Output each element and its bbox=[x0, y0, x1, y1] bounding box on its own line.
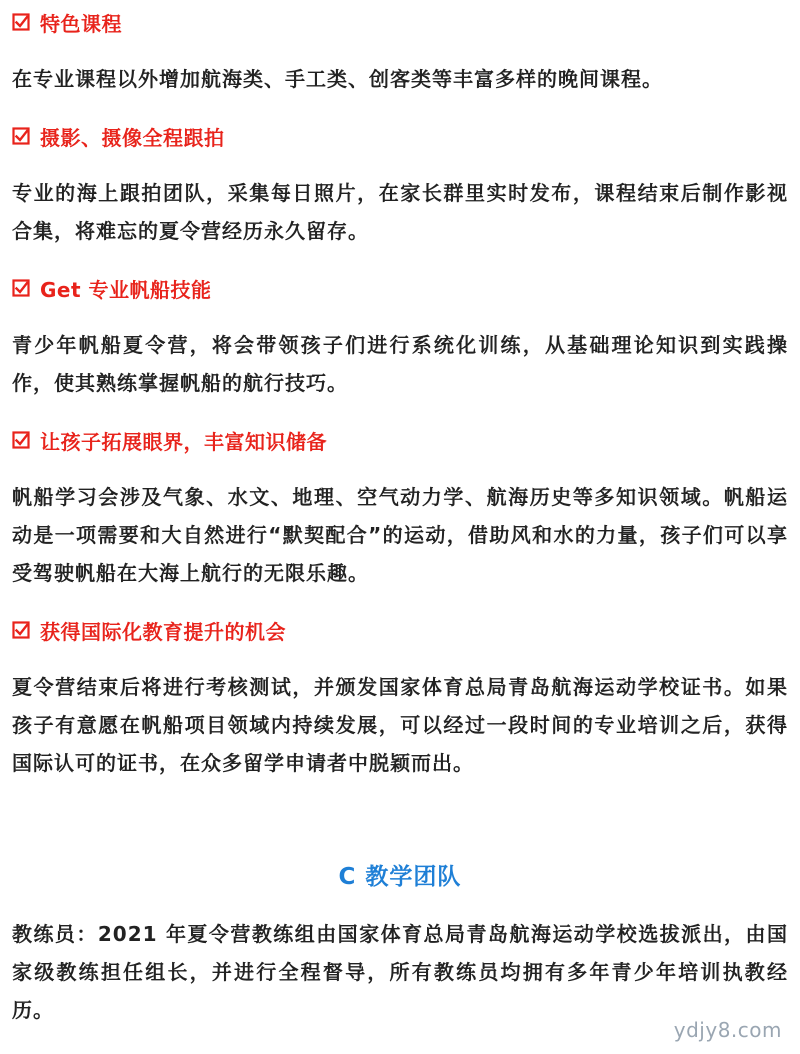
section-paragraph: 帆船学习会涉及气象、水文、地理、空气动力学、航海历史等多知识领域。帆船运动是一项需要和大自然进行“默契配合”的运动，借助风和水的力量，孩子们可以享受驾驶帆船在大海上航行的无限乐趣。 bbox=[12, 485, 788, 585]
checked-box-icon bbox=[12, 279, 30, 297]
section-paragraph: 专业的海上跟拍团队，采集每日照片，在家长群里实时发布，课程结束后制作影视合集，将难忘的夏令营经历永久留存。 bbox=[12, 181, 788, 243]
section-heading bbox=[12, 118, 788, 154]
section-heading bbox=[12, 612, 788, 648]
team-paragraph: 教练员：2021 年夏令营教练组由国家体育总局青岛航海运动学校选拔派出，由国家级教练担任组长，并进行全程督导，所有教练员均拥有多年青少年培训执教经历。 bbox=[12, 922, 788, 1022]
checked-box-icon bbox=[12, 13, 30, 31]
section-paragraph: 夏令营结束后将进行考核测试，并颁发国家体育总局青岛航海运动学校证书。如果孩子有意愿在帆船项目领域内持续发展，可以经过一段时间的专业培训之后，获得国际认可的证书，在众多留学申请者中脱颖而出。 bbox=[12, 675, 788, 775]
feature-section-2 bbox=[12, 118, 788, 250]
section-heading bbox=[12, 4, 788, 40]
section-heading-text: 特色课程 bbox=[40, 11, 122, 36]
checked-box-icon bbox=[12, 431, 30, 449]
feature-section-3 bbox=[12, 270, 788, 402]
article-content bbox=[12, 0, 788, 1029]
section-heading-text: 获得国际化教育提升的机会 bbox=[40, 619, 286, 644]
checked-box-icon bbox=[12, 621, 30, 639]
feature-section-5 bbox=[12, 612, 788, 782]
feature-section-4 bbox=[12, 422, 788, 592]
section-heading-text: 让孩子拓展眼界，丰富知识储备 bbox=[40, 429, 327, 454]
section-heading-text: 摄影、摄像全程跟拍 bbox=[40, 125, 225, 150]
section-paragraph: 青少年帆船夏令营，将会带领孩子们进行系统化训练，从基础理论知识到实践操作，使其熟练掌握帆船的航行技巧。 bbox=[12, 333, 788, 395]
checked-box-icon bbox=[12, 127, 30, 145]
section-paragraph: 在专业课程以外增加航海类、手工类、创客类等丰富多样的晚间课程。 bbox=[12, 67, 663, 91]
feature-section-1 bbox=[12, 4, 788, 98]
site-watermark: ydjy8.com bbox=[673, 1018, 782, 1042]
section-heading bbox=[12, 422, 788, 458]
section-heading bbox=[12, 270, 788, 306]
teaching-team-section bbox=[12, 858, 788, 1029]
team-heading: C 教学团队 bbox=[338, 864, 462, 890]
section-heading-text: Get 专业帆船技能 bbox=[40, 277, 212, 302]
